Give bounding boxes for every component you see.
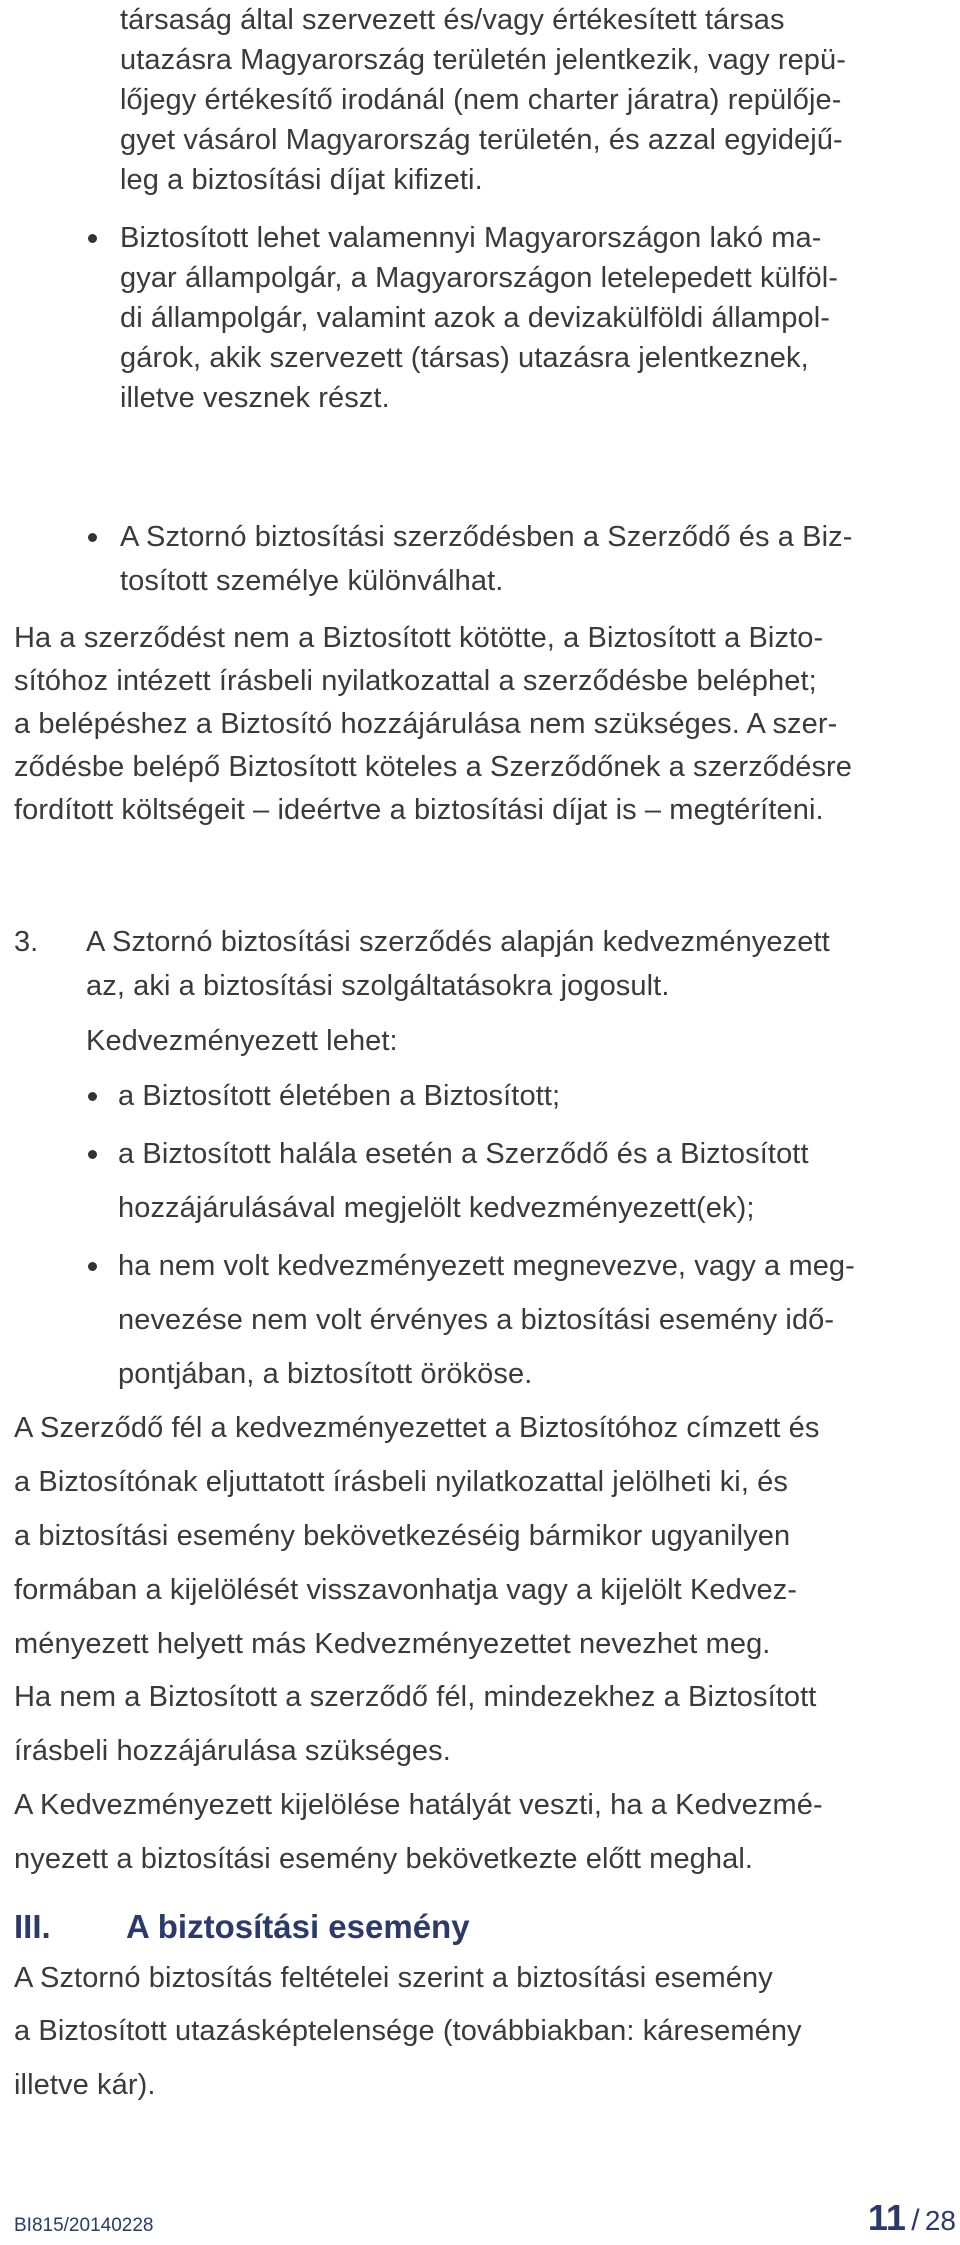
text-line: Ha nem a Biztosított a szerződő fél, mindezekhez a Biztosított [14, 1681, 817, 1713]
bullet-dot-icon [88, 1150, 97, 1159]
text-line: Kedvezményezett lehet: [86, 1025, 398, 1057]
section-title: A biztosítási esemény [126, 1908, 470, 1945]
text-line: tosított személye különválhat. [120, 565, 504, 597]
text-line: lőjegy értékesítő irodánál (nem charter járatra) repülője- [120, 84, 842, 116]
text-line: formában a kijelölését visszavonhatja vagy a kijelölt Kedvez- [14, 1574, 798, 1606]
bullet-dot-icon [88, 1092, 97, 1101]
text-line: a Biztosított halála esetén a Szerződő és a Biztosított [118, 1138, 809, 1170]
text-line: A Kedvezményezett kijelölése hatályát veszti, ha a Kedvezmé- [14, 1789, 823, 1821]
text-line: a biztosítási esemény bekövetkezéséig bármikor ugyanilyen [14, 1520, 791, 1552]
text-line: gyar állampolgár, a Magyarországon letelepedett külföl- [120, 262, 839, 294]
text-line: írásbeli hozzájárulása szükséges. [14, 1735, 451, 1767]
text-line: ményezett helyett más Kedvezményezettet nevezhet meg. [14, 1628, 771, 1660]
text-line: hozzájárulásával megjelölt kedvezményezett(ek); [118, 1192, 755, 1224]
text-line: az, aki a biztosítási szolgáltatásokra jogosult. [86, 970, 670, 1002]
text-line: gyet vásárol Magyarország területén, és azzal egyidejű- [120, 124, 843, 156]
text-line: pontjában, a biztosított örököse. [118, 1358, 533, 1390]
text-line: sítóhoz intézett írásbeli nyilatkozattal a szerződésbe beléphet; [14, 665, 817, 697]
text-line: társaság által szervezett és/vagy értékesített társas [120, 4, 785, 36]
text-line: A Sztornó biztosítás feltételei szerint a biztosítási esemény [14, 1962, 773, 1994]
text-line: utazásra Magyarország területén jelentkezik, vagy repü- [120, 44, 847, 76]
text-line: illetve vesznek részt. [120, 382, 390, 414]
text-line: Biztosított lehet valamennyi Magyarországon lakó ma- [120, 222, 822, 254]
page-number [868, 2198, 956, 2245]
text-line: Ha a szerződést nem a Biztosított kötötte, a Biztosított a Bizto- [14, 622, 824, 654]
page-separator: / [911, 2204, 920, 2237]
text-line: a Biztosítónak eljuttatott írásbeli nyilatkozattal jelölheti ki, és [14, 1466, 788, 1498]
text-line: illetve kár). [14, 2069, 156, 2101]
page-current: 11 [867, 2197, 906, 2238]
bullet-dot-icon [88, 1262, 97, 1271]
text-line: A Szerződő fél a kedvezményezettet a Biztosítóhoz címzett és [14, 1412, 820, 1444]
section-number: III. [14, 1908, 51, 1945]
item-number: 3. [14, 926, 39, 958]
bullet-dot-icon [88, 234, 97, 243]
page-total: 28 [924, 2205, 956, 2236]
text-line: di állampolgár, valamint azok a devizakülföldi állampol- [120, 302, 831, 334]
text-line: nyezett a biztosítási esemény bekövetkezte előtt meghal. [14, 1843, 754, 1875]
text-line: nevezése nem volt érvényes a biztosítási esemény idő- [118, 1304, 835, 1336]
document-code: BI815/20140228 [14, 2215, 154, 2236]
bullet-dot-icon [88, 533, 97, 542]
text-line: leg a biztosítási díjat kifizeti. [120, 164, 483, 196]
text-line: ződésbe belépő Biztosított köteles a Szerződőnek a szerződésre [14, 751, 853, 783]
text-line: a Biztosított utazásképtelensége (továbbiakban: káresemény [14, 2015, 802, 2047]
text-line: a belépéshez a Biztosító hozzájárulása nem szükséges. A szer- [14, 708, 838, 740]
text-line: ha nem volt kedvezményezett megnevezve, vagy a meg- [118, 1250, 855, 1282]
text-line: a Biztosított életében a Biztosított; [118, 1080, 561, 1112]
text-line: A Sztornó biztosítási szerződés alapján kedvezményezett [86, 926, 830, 958]
text-line: fordított költségeit – ideértve a biztosítási díjat is – megtéríteni. [14, 794, 824, 826]
text-line: A Sztornó biztosítási szerződésben a Szerződő és a Biz- [120, 521, 853, 553]
text-line: gárok, akik szervezett (társas) utazásra jelentkeznek, [120, 342, 809, 374]
